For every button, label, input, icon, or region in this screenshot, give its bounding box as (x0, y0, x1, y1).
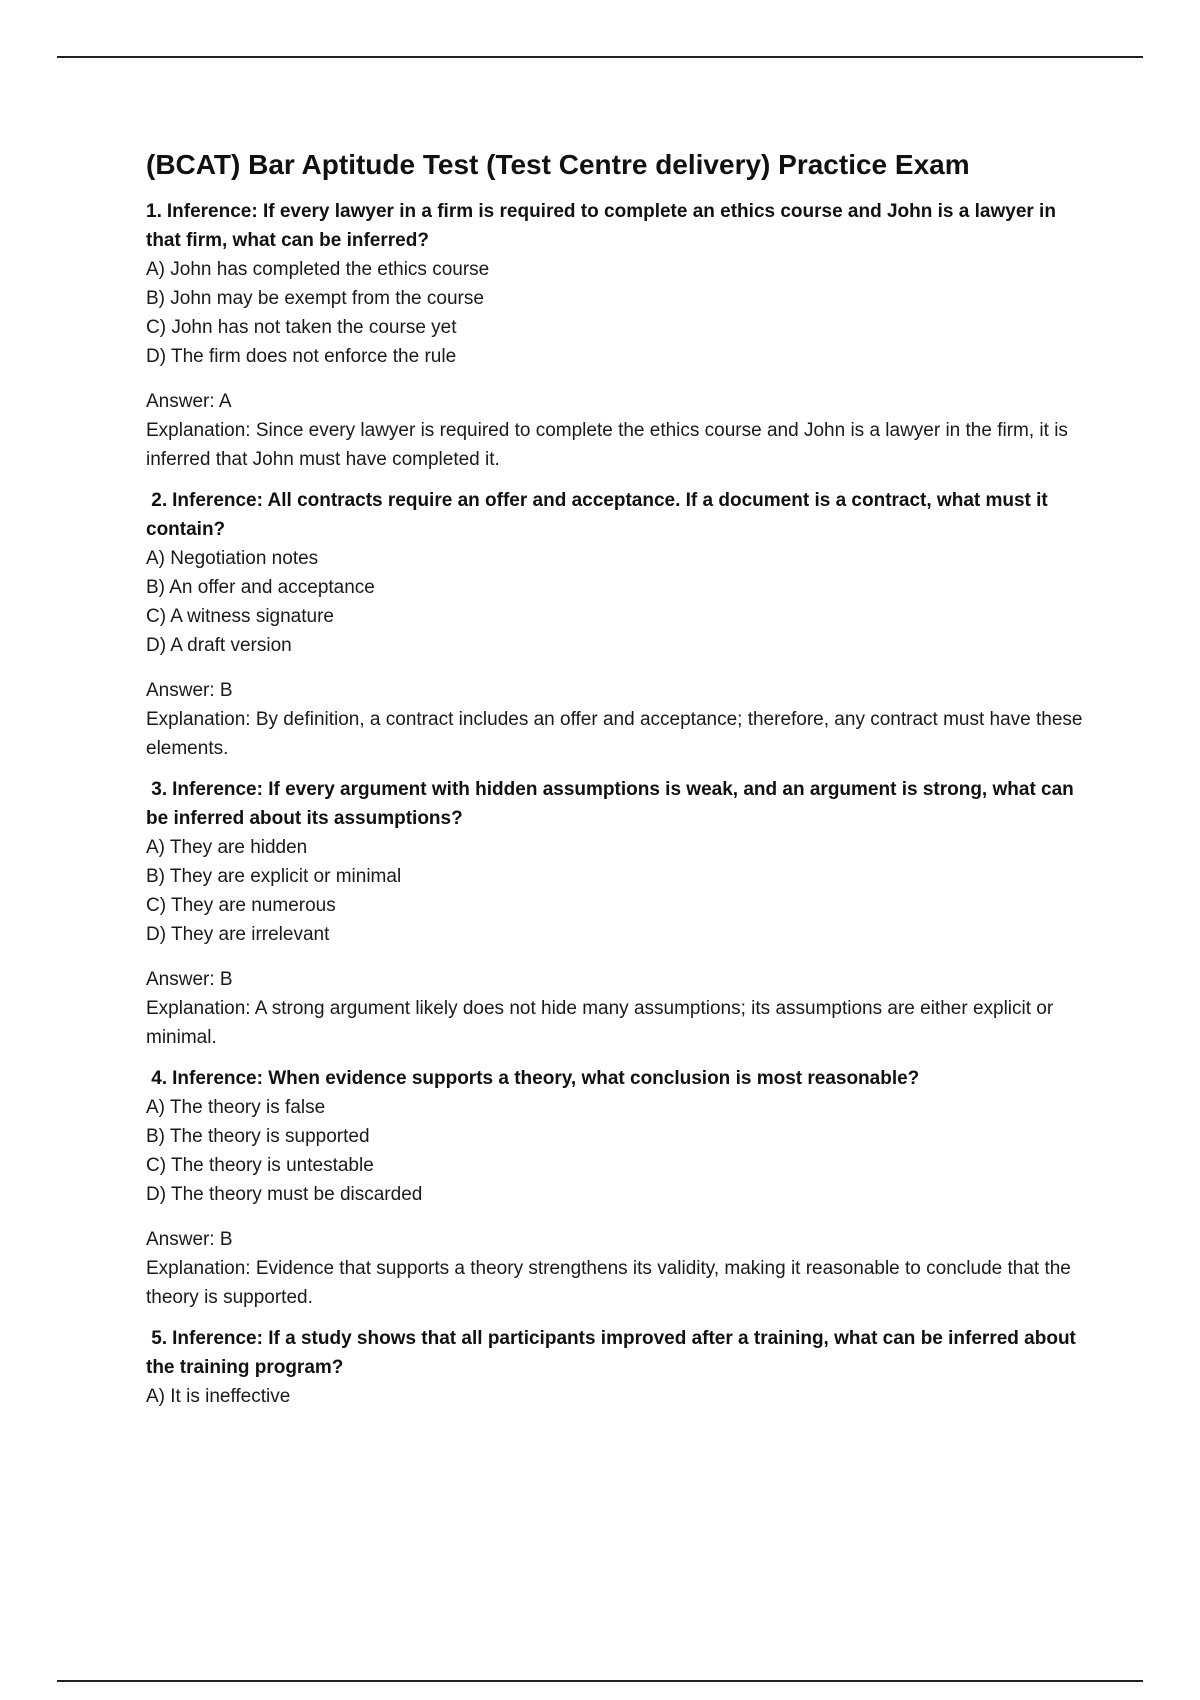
page-title: (BCAT) Bar Aptitude Test (Test Centre delivery) Practice Exam (146, 149, 970, 180)
question-stem: Inference: If every argument with hidden assumptions is weak, and an argument is strong, what can be inferred about its assumptions? (146, 779, 1074, 829)
option-a: A) It is ineffective (146, 1386, 291, 1407)
question-stem: Inference: When evidence supports a theory, what conclusion is most reasonable? (172, 1068, 920, 1089)
answer-line: Answer: B (146, 969, 233, 990)
question-number: 4. (151, 1068, 168, 1089)
question-2 (146, 486, 1086, 763)
option-d: D) They are irrelevant (146, 924, 330, 945)
question-text (146, 486, 1086, 544)
question-5 (146, 1324, 1086, 1411)
option-d: D) The firm does not enforce the rule (146, 346, 457, 367)
header-rule (57, 56, 1143, 58)
question-3 (146, 775, 1086, 1052)
answer-line: Answer: B (146, 680, 233, 701)
option-d: D) The theory must be discarded (146, 1184, 423, 1205)
option-b: B) John may be exempt from the course (146, 288, 484, 309)
question-text (146, 775, 1086, 833)
explanation-text: Explanation: A strong argument likely does not hide many assumptions; its assumptions are either explicit or minimal. (146, 998, 1054, 1048)
question-text (146, 1324, 1086, 1382)
option-d: D) A draft version (146, 635, 292, 656)
answer-line: Answer: A (146, 391, 232, 412)
question-number: 2. (151, 490, 168, 511)
question-text (146, 197, 1086, 255)
option-a: A) John has completed the ethics course (146, 259, 490, 280)
option-c: C) The theory is untestable (146, 1155, 374, 1176)
explanation-text: Explanation: Evidence that supports a theory strengthens its validity, making it reasonable to conclude that the theory is supported. (146, 1258, 1071, 1308)
question-stem: Inference: If every lawyer in a firm is required to complete an ethics course and John is a lawyer in that firm, what can be inferred? (146, 201, 1056, 251)
option-a: A) The theory is false (146, 1097, 326, 1118)
question-number: 5. (151, 1328, 168, 1349)
option-b: B) They are explicit or minimal (146, 866, 402, 887)
question-4 (146, 1064, 1086, 1312)
footer-rule (57, 1680, 1143, 1682)
option-c: C) A witness signature (146, 606, 334, 627)
question-text (146, 1064, 1086, 1093)
question-1 (146, 197, 1086, 474)
question-number: 3. (151, 779, 168, 800)
option-c: C) John has not taken the course yet (146, 317, 457, 338)
option-a: A) Negotiation notes (146, 548, 319, 569)
question-stem: Inference: All contracts require an offer and acceptance. If a document is a contract, what must it contain? (146, 490, 1048, 540)
option-b: B) An offer and acceptance (146, 577, 375, 598)
question-number: 1. (146, 201, 162, 222)
explanation-text: Explanation: By definition, a contract includes an offer and acceptance; therefore, any contract must have these elements. (146, 709, 1083, 759)
question-stem: Inference: If a study shows that all participants improved after a training, what can be inferred about the training program? (146, 1328, 1076, 1378)
option-b: B) The theory is supported (146, 1126, 370, 1147)
option-c: C) They are numerous (146, 895, 336, 916)
option-a: A) They are hidden (146, 837, 308, 858)
answer-line: Answer: B (146, 1229, 233, 1250)
explanation-text: Explanation: Since every lawyer is required to complete the ethics course and John is a lawyer in the firm, it is inferred that John must have completed it. (146, 420, 1068, 470)
document-body (146, 148, 1086, 1423)
